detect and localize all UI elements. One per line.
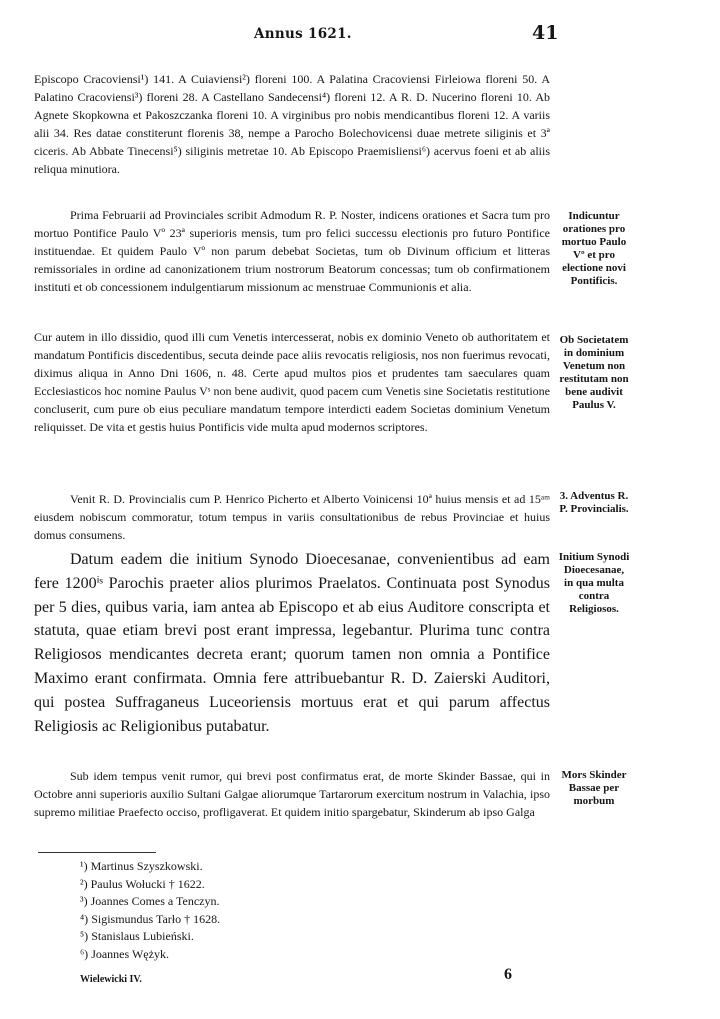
footnote-text: Joannes Wężyk. (91, 946, 169, 961)
footnote-text: Paulus Wołucki † 1622. (90, 876, 205, 891)
footnote (80, 911, 380, 929)
paragraph-synod (34, 548, 550, 738)
paragraph-pontifex (34, 206, 550, 296)
margin-note-synodus: Initium Synodi Dioecesanae, in qua multa contra Religiosos. (558, 551, 630, 615)
footnotes (80, 858, 380, 963)
footnote (80, 893, 380, 911)
footnote-text: Joannes Comes a Tenczyn. (90, 894, 220, 908)
paragraph-skinder (34, 767, 550, 821)
paragraph-text: Sub idem tempus venit rumor, qui brevi post confirmatus erat, de morte Skinder Bassae, qui in Octobre anni superioris auxilio Sultani Galgae aliorumque Tartarorum exercitum nostrum in Valachia, ipso supremo militiae Praefecto occiso, profligaverat. Et quidem initio spargebatur, Skinderum ab ipso Galga (34, 769, 550, 819)
margin-note-venetum: Ob Societatem in dominium Venetum non restitutam non bene audivit Paulus V. (559, 334, 629, 411)
paragraph-venetia (34, 328, 550, 436)
footnote (80, 928, 380, 946)
paragraph-provincial (34, 490, 550, 544)
footnote-mark: ⁵) (80, 929, 89, 943)
signature-number: 6 (504, 966, 512, 983)
footnote-divider (38, 852, 156, 853)
paragraph-text: Venit R. D. Provincialis cum P. Henrico Picherto et Alberto Voinicensi 10ª huius mensis et ad 15ᵃᵐ eiusdem nobiscum commoratur, totum tempus in variis consultationibus de rebus Provinciae et huius domus consumens. (34, 492, 550, 542)
footnote-mark: ⁶) (80, 946, 89, 961)
footnote-text: Stanislaus Lubieński. (91, 929, 194, 943)
footnote-mark: ¹) (80, 859, 88, 873)
footnote (80, 858, 380, 876)
margin-note-mors: Mors Skinder Bassae per morbum (561, 769, 627, 807)
running-header (0, 22, 720, 50)
page-number: 41 (532, 22, 559, 44)
paragraph-text: Cur autem in illo dissidio, quod illi cum Venetis intercesserat, nobis ex dominio Veneto ob authoritatem et mandatum Pontificis discedentibus, secuta deinde pace aliis revocatis religiosis, nos non fuerimus revocati, diximus aliqua in Anno Dni 1606, n. 48. Certe apud multos pios et prudentes tam saeculares quam Ecclesiasticos hoc nomine Paulus Vˢ non bene audivit, quod pacem cum Venetis sine Societatis restitutione concluserit, cum pure ob eius peculiare mandatum tempore interdicti eadem Societas dominium Venetum reliquisset. De vita et gestis huius Pontificis vide multa apud modernos scriptores. (34, 330, 550, 434)
footnote-mark: ³) (80, 894, 88, 908)
signature-author: Wielewicki IV. (80, 974, 142, 985)
footnote-mark: ²) (80, 876, 88, 891)
paragraph-text: Prima Februarii ad Provinciales scribit Admodum R. P. Noster, indicens orationes et Sacra tum pro mortuo Pontifice Paulo Vº 23ª superioris mensis, tum pro felici successu electionis pro futuro Pontifice instituendae. Et quidem Paulo Vº non parum debebat Societas, tum ob Divinum officium et litteras remissoriales in ordine ad canonizationem trium nostrorum Beatorum concessas; tum ob confirmationem instituti et ob concessionem indulgentiarum missionum ac menstruae Communionis et alia. (34, 208, 550, 294)
paragraph-text: Datum eadem die initium Synodo Dioecesanae, convenientibus ad eam fere 1200ⁱˢ Parochis praeter alios plurimos Praelatos. Continuata post Synodus per 5 dies, quibus varia, iam antea ab Episcopo et ab eius Auditore conscripta et statuta, quae etiam brevi post erant impressa, legebantur. Plurima tunc contra Religiosos mendicantes decreta erant; quorum tamen non omnia a Pontifice Maximo erant confirmata. Omnia fere attribuebantur R. D. Zaierski Auditori, qui postea Suffraganeus Luceoriensis mortuus erat et qui parum affectus Religiosis ac Religionibus putabatur. (34, 551, 550, 735)
footnote-mark: ⁴) (80, 911, 89, 926)
footnote (80, 876, 380, 894)
margin-note-adventus: 3. Adventus R. P. Provincialis. (559, 490, 629, 515)
paragraph-text: Episcopo Cracoviensi¹) 141. A Cuiaviensi²) floreni 100. A Palatina Cracoviensi Firleiowa floreni 50. A Palatino Cracoviensi³) floreni 28. A Castellano Sandecensi⁴) floreni 12. A R. D. Nucerino floreni 10. Ab Agnete Skopkowna et Pakoszczanka floreni 10. A virginibus pro nobis mendicantibus floreni 12. A variis alii 34. Res datae constiterunt florenis 38, nempe a Parocho Bolechovicensi duae metrete siliginis et 3ª ciceris. Ab Abbate Tinecensi⁵) siliginis metretae 10. Ab Episcopo Praemisliensi⁶) acervus foeni et ab aliis reliqua minutiora. (34, 72, 550, 176)
paragraph-donations (34, 70, 550, 178)
footnote-text: Martinus Szyszkowski. (90, 859, 203, 873)
running-title: Annus 1621. (254, 26, 352, 42)
margin-note-orationes: Indicuntur orationes pro mortuo Paulo Vº et pro electione novi Pontificis. (561, 210, 627, 287)
footnote (80, 946, 380, 964)
footnote-text: Sigismundus Tarło † 1628. (91, 911, 221, 926)
